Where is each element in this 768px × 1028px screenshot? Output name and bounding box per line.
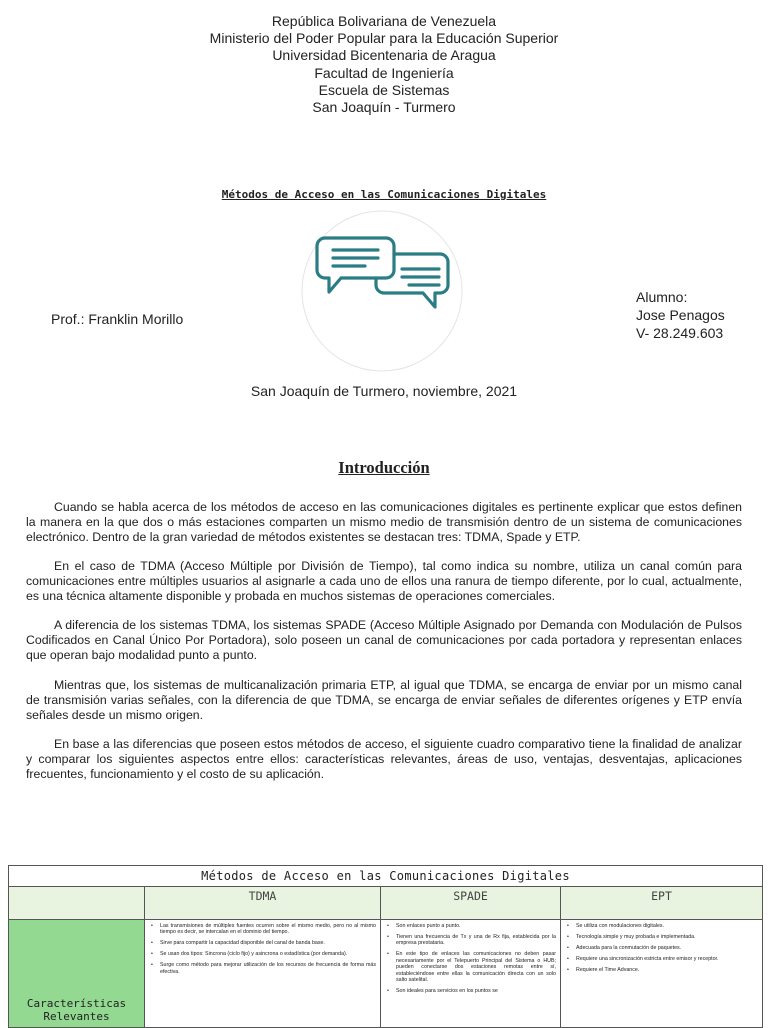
list-item: • Adecuada para la conmutación de paquetes.	[576, 945, 758, 951]
header-line: Escuela de Sistemas	[318, 81, 450, 98]
table-cell-spade	[381, 920, 561, 1028]
list-item: • Las transmisiones de múltiples fuentes ocurren sobre el mismo medio, pero no al mismo tiempo es decir, se intercalan en el dominio del tiempo.	[160, 923, 376, 936]
column-header-ept: EPT	[561, 887, 763, 920]
list-item: • Son enlaces punto a punto.	[396, 923, 556, 929]
table-cell-tdma	[145, 920, 381, 1028]
chat-bubbles-icon	[301, 210, 463, 372]
paragraph: En el caso de TDMA (Acceso Múltiple por División de Tiempo), tal como indica su nombre, utiliza un canal común para comunicaciones entre múltiples usuarios al asignarle a cada uno de ellos una ranura de tiempo diferente, por lo cual, actualmente, es una técnica altamente disponible y probada en muchos sistemas de operaciones comerciales.	[26, 559, 742, 604]
header-line: República Bolivariana de Venezuela	[271, 13, 497, 29]
place-date: San Joaquín de Turmero, noviembre, 2021	[250, 383, 518, 399]
professor-name: Prof.: Franklin Morillo	[51, 311, 184, 327]
list-item: • Requiere el Time Advance.	[576, 967, 758, 973]
list-item: • Sirve para compartir la capacidad disponible del canal de banda base.	[160, 940, 376, 946]
row-header-caracteristicas: Características Relevantes	[9, 920, 145, 1028]
student-label: Alumno:	[636, 289, 688, 305]
list-item: • Se utiliza con modulaciones digitales.	[576, 923, 758, 929]
list-item: • En este tipo de enlaces las comunicaciones no deben pasar necesariamente por el Telepuerto Principal del Sistema o HUB; pueden conectarse dos estaciones remotas entre sí, estableciéndose entre ellas la comunicación directa con un solo salto satelital.	[396, 951, 556, 983]
list-item: • Requiere una sincronización estricta entre emisor y receptor.	[576, 956, 758, 962]
comparison-table	[8, 865, 763, 1028]
header-line: San Joaquín - Turmero	[312, 99, 456, 116]
table-corner	[9, 887, 145, 920]
introduction-heading: Introducción	[338, 458, 430, 477]
paragraph: En base a las diferencias que poseen estos métodos de acceso, el siguiente cuadro comparativo tiene la finalidad de analizar y comparar los siguientes aspectos entre ellos: características relevantes, áreas de uso, ventajas, desventajas, aplicaciones frecuentes, funcionamiento y el costo de su aplicación.	[26, 736, 742, 781]
student-id: V- 28.249.603	[636, 325, 724, 341]
table-caption: Métodos de Acceso en las Comunicaciones Digitales	[9, 866, 763, 887]
student-name: Jose Penagos	[636, 307, 725, 323]
list-item: • Surge como método para mejorar utilización de los recursos de frecuencia de forma más efectiva.	[160, 962, 376, 975]
list-item: • Tecnología simple y muy probada e implementada.	[576, 934, 758, 940]
list-item: • Tienen una frecuencia de Tx y una de Rx fija, establecida por la empresa prestataria.	[396, 934, 556, 947]
paragraph: A diferencia de los sistemas TDMA, los sistemas SPADE (Acceso Múltiple Asignado por Demanda con Modulación de Pulsos Codificados en Canal Único Por Portadora), solo poseen un canal de comunicaciones por cada portadora y representan enlaces que operan bajo modalidad punto a punto.	[26, 618, 742, 663]
column-header-spade: SPADE	[381, 887, 561, 920]
header-line: Facultad de Ingeniería	[314, 64, 454, 81]
document-title: Métodos de Acceso en las Comunicaciones Digitales	[221, 188, 547, 201]
list-item: • Son ideales para servicios en los puntos se	[396, 988, 556, 994]
introduction-body	[26, 500, 742, 796]
header-line: Universidad Bicentenaria de Aragua	[272, 47, 496, 64]
column-header-tdma: TDMA	[145, 887, 381, 920]
table-row	[9, 920, 763, 1028]
list-item: • Se usan dos tipos: Sincrona (ciclo fijo) y asincrona o estadística (por demanda).	[160, 951, 376, 957]
institution-header	[0, 13, 768, 116]
paragraph: Mientras que, los sistemas de multicanalización primaria ETP, al igual que TDMA, se encarga de enviar por un mismo canal de transmisión varias señales, con la diferencia de que TDMA, se encarga de enviar señales de diferentes orígenes y ETP envía señales desde un mismo origen.	[26, 677, 742, 722]
header-line: Ministerio del Poder Popular para la Educación Superior	[209, 30, 559, 47]
student-info	[636, 288, 725, 342]
table-cell-ept	[561, 920, 763, 1028]
paragraph: Cuando se habla acerca de los métodos de acceso en las comunicaciones digitales es pertinente explicar que estos definen la manera en la que dos o más estaciones comparten un mismo medio de transmisión dentro de un sistema de comunicaciones electrónico. Dentro de la gran variedad de métodos existentes se destacan tres: TDMA, Spade y ETP.	[26, 500, 742, 544]
